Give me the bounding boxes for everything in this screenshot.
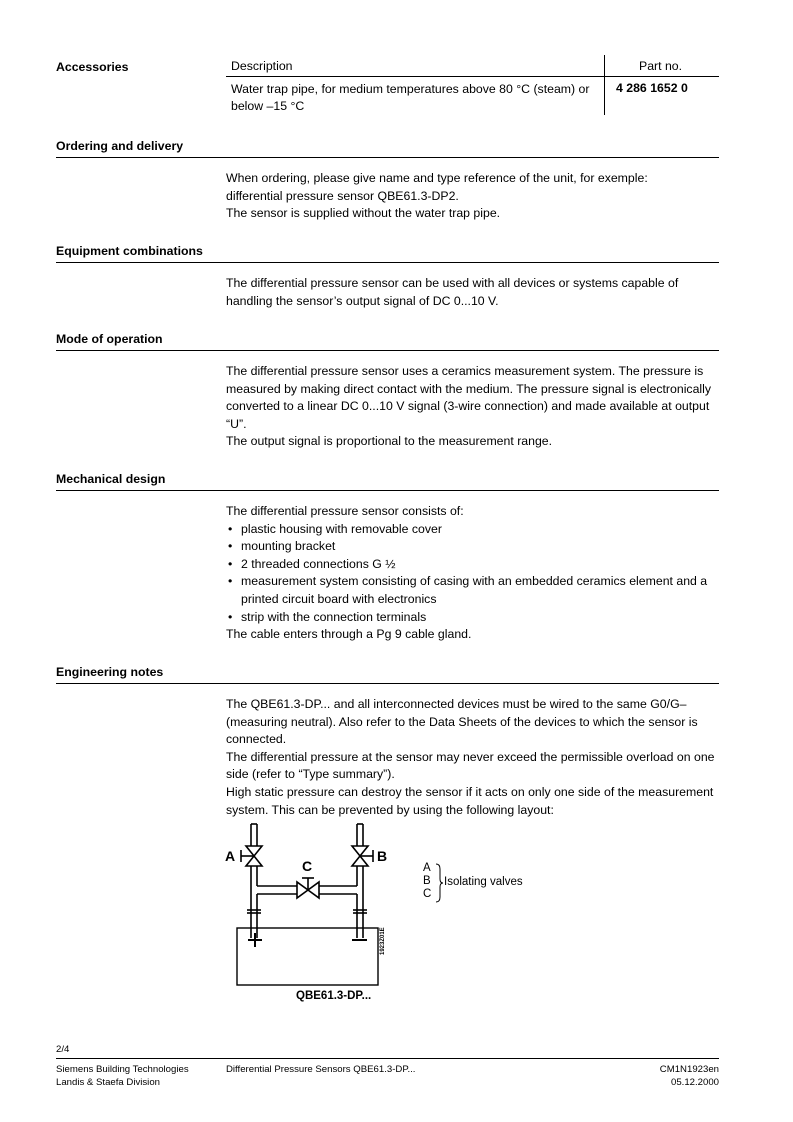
list-item: • measurement system consisting of casing with an embedded ceramics element and a printed circuit board with electronics (226, 573, 721, 608)
section-heading-accessories: Accessories (56, 60, 129, 74)
mode-paragraph: The differential pressure sensor uses a ceramics measurement system. The pressure is measured by making direct contact with the medium. The pressure signal is electronically converted to a linear DC 0...10 V signal (3-wire connection) and made available at output “U”. (226, 364, 712, 431)
section-heading-mechanical: Mechanical design (56, 472, 166, 486)
list-item: • strip with the connection terminals (226, 609, 721, 627)
table-column-divider (604, 55, 605, 115)
legend-letter: B (423, 875, 431, 887)
table-cell-part-no: 4 286 1652 0 (616, 81, 688, 95)
section-heading-equipment: Equipment combinations (56, 244, 203, 258)
list-item: • mounting bracket (226, 538, 721, 556)
equipment-paragraph: The differential pressure sensor can be used with all devices or systems capable of handling the sensor’s output signal of DC 0...10 V. (226, 276, 679, 308)
list-item: • plastic housing with removable cover (226, 521, 721, 539)
footer-company (56, 1063, 189, 1089)
section-heading-mode: Mode of operation (56, 332, 163, 346)
list-item: • 2 threaded connections G ½ (226, 556, 721, 574)
section-rule (56, 683, 719, 684)
figure-code: 1923Z01E (380, 927, 386, 955)
valve-a-label: A (225, 848, 236, 864)
legend-letter: A (423, 862, 431, 874)
engineering-paragraph: The QBE61.3-DP... and all interconnected devices must be wired to the same G0/G– (measuring neutral). Also refer to the Data Sheets of the devices to which the sensor is connected. (226, 697, 698, 747)
mode-text (226, 363, 721, 451)
valve-c-label: C (302, 858, 313, 874)
mechanical-outro: The cable enters through a Pg 9 cable gland. (226, 627, 472, 642)
section-rule (56, 262, 719, 263)
section-rule (56, 157, 719, 158)
footer-doc-info (660, 1063, 719, 1089)
ordering-line: differential pressure sensor QBE61.3-DP2. (226, 188, 459, 203)
engineering-text (226, 696, 721, 819)
table-header-rule (226, 76, 719, 77)
footer-title: Differential Pressure Sensors QBE61.3-DP... (226, 1064, 416, 1075)
engineering-paragraph: High static pressure can destroy the sensor if it acts on only one side of the measurement system. This can be prevented by using the following layout: (226, 784, 714, 817)
ordering-text (226, 170, 721, 223)
legend-brace-icon (434, 863, 444, 903)
company-line: Landis & Staefa Division (56, 1077, 160, 1088)
legend-text: Isolating valves (444, 876, 523, 888)
mechanical-text (226, 503, 721, 644)
valve-b-label: B (377, 848, 388, 864)
mode-paragraph: The output signal is proportional to the measurement range. (226, 434, 553, 449)
page-number: 2/4 (56, 1044, 70, 1055)
legend-letter: C (423, 888, 432, 900)
diagram-legend (423, 862, 431, 901)
mechanical-intro: The differential pressure sensor consists of: (226, 504, 464, 518)
doc-code: CM1N1923en (659, 1064, 719, 1075)
ordering-line: The sensor is supplied without the water trap pipe. (226, 206, 501, 221)
component-list (226, 521, 721, 627)
equipment-text (226, 275, 721, 310)
section-rule (56, 490, 719, 491)
section-rule (56, 350, 719, 351)
company-line: Siemens Building Technologies (56, 1064, 189, 1075)
ordering-line: When ordering, please give name and type reference of the unit, for exemple: (226, 171, 648, 185)
section-heading-ordering: Ordering and delivery (56, 139, 184, 153)
section-heading-engineering: Engineering notes (56, 665, 164, 679)
footer-rule (56, 1058, 719, 1059)
table-header-part-no: Part no. (639, 59, 683, 73)
device-label: QBE61.3-DP... (296, 990, 372, 1002)
table-cell-description: Water trap pipe, for medium temperatures above 80 °C (steam) or below –15 °C (231, 82, 590, 113)
engineering-paragraph: The differential pressure at the sensor may never exceed the permissible overload on one side (refer to “Type summary”). (226, 749, 715, 782)
table-header-description: Description (231, 59, 293, 73)
valve-layout-diagram (215, 820, 415, 1010)
doc-date: 05.12.2000 (670, 1077, 719, 1088)
